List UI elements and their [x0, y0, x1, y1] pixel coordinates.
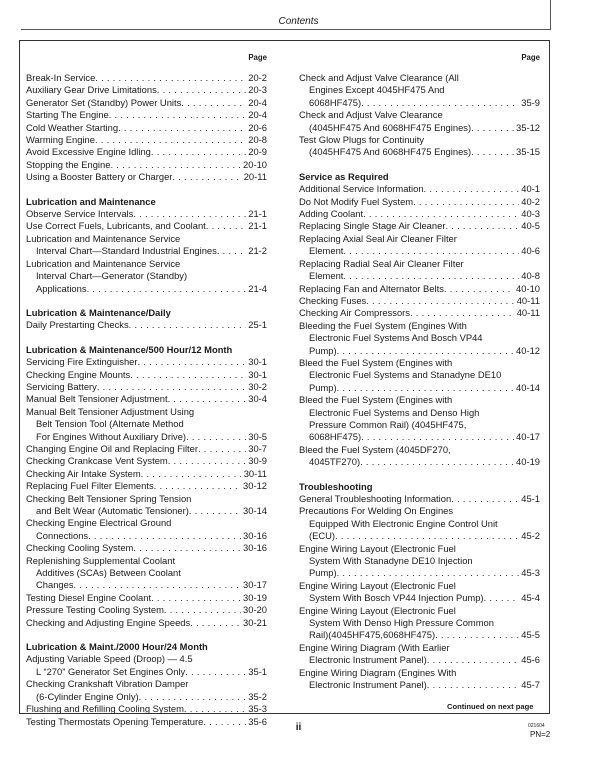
toc-entry[interactable] [26, 369, 267, 381]
toc-entry[interactable] [26, 109, 267, 121]
toc-entry-text: (4045HF475 And 6068HF475 Engines) [309, 146, 472, 158]
dot-leader [88, 530, 241, 542]
toc-page-number: 30-2 [248, 380, 267, 392]
toc-entry-line[interactable]: Electronic Fuel Systems And Bosch VP44 [309, 332, 483, 344]
dot-leader [95, 72, 246, 84]
toc-entry-text: Pump) [309, 567, 337, 579]
toc-entry-text: System With Bosch VP44 Injection Pump) [309, 592, 484, 604]
toc-page-number: 40-5 [521, 220, 540, 232]
toc-page-number: 30-7 [248, 442, 267, 454]
dot-leader [427, 654, 519, 666]
toc-entry[interactable] [26, 122, 267, 134]
toc-entry[interactable] [299, 382, 540, 394]
toc-entry-line[interactable]: Electronic Fuel Systems and Stanadyne DE10 [309, 369, 502, 381]
toc-entry-text: Servicing Fire Extinguisher [26, 356, 138, 368]
toc-page-number: 40-11 [516, 307, 540, 319]
dot-leader [74, 579, 241, 591]
toc-entry-text: and Belt Wear (Automatic Tensioner) [36, 505, 189, 516]
toc-entry[interactable] [299, 183, 540, 195]
toc-entry-text: Checking Crankcase Vent System [26, 455, 168, 467]
toc-entry-text: Warming Engine [26, 134, 95, 146]
continued-note: Continued on next page [447, 702, 534, 711]
toc-entry-line[interactable]: Test Glow Plugs for Continuity [299, 134, 425, 146]
toc-entry[interactable] [299, 220, 540, 232]
toc-entry[interactable] [26, 579, 267, 591]
toc-page-number: 35-12 [516, 121, 540, 133]
toc-entry[interactable] [26, 703, 267, 715]
dot-leader [360, 456, 514, 468]
dot-leader [190, 617, 241, 629]
toc-entry-text: Use Correct Fuels, Lubricants, and Coolant [26, 220, 206, 232]
toc-page-number: 35-9 [521, 96, 540, 108]
toc-page-number: 45-4 [521, 592, 540, 604]
toc-page-number: 40-1 [521, 183, 540, 195]
toc-entry-text: Avoid Excessive Engine Idling [26, 146, 151, 158]
toc-entry[interactable] [26, 134, 267, 146]
dot-leader [87, 283, 247, 295]
toc-page-number: 40-10 [516, 282, 540, 294]
toc-page-number: 30-11 [243, 467, 267, 479]
toc-page-number: 40-11 [516, 294, 540, 306]
dot-leader [118, 122, 246, 134]
toc-entry[interactable] [26, 319, 267, 331]
toc-entry[interactable] [26, 431, 267, 443]
toc-page-number: 35-1 [248, 665, 267, 677]
toc-entry-text: Changing Engine Oil and Replacing Filter [26, 442, 198, 454]
dot-leader [343, 245, 519, 257]
toc-entry[interactable] [299, 530, 540, 542]
dot-leader [168, 393, 247, 405]
dot-leader [185, 666, 246, 678]
toc-entry[interactable] [299, 270, 540, 282]
toc-page-number: 40-17 [516, 431, 540, 443]
toc-entry[interactable] [26, 530, 267, 542]
toc-entry-line[interactable]: Pressure Common Rail) (4045HF475, [309, 418, 467, 430]
toc-entry[interactable] [26, 455, 267, 467]
dot-leader [138, 356, 247, 368]
dot-leader [168, 455, 247, 467]
toc-entry-line[interactable]: Additives (SCAs) Between Coolant [36, 567, 181, 579]
dot-leader [186, 431, 246, 443]
toc-page-number: 30-9 [248, 455, 267, 467]
left-column [26, 52, 267, 728]
toc-entry-text: 4045TF270) [309, 456, 361, 468]
section-title: Lubrication & Maintenance/Daily [26, 306, 171, 318]
page-folio: ii [295, 722, 302, 733]
toc-entry-line[interactable]: Engine Wiring Diagram (Engines With [299, 666, 457, 678]
toc-entry[interactable] [26, 97, 267, 109]
section-title: Lubrication and Maintenance [26, 195, 156, 207]
toc-page-number: 30-19 [243, 591, 267, 603]
toc-entry[interactable] [299, 146, 540, 158]
toc-page-number: 45-7 [521, 679, 540, 691]
toc-entry[interactable] [299, 629, 540, 641]
dot-leader [424, 183, 520, 195]
toc-page-number: 30-12 [243, 480, 267, 492]
toc-entry-line[interactable]: Electronic Fuel Systems and Denso High [309, 406, 480, 418]
toc-entry-line[interactable]: Interval Chart—Generator (Standby) [36, 270, 188, 282]
dot-leader [361, 431, 514, 443]
toc-page-number: 45-2 [521, 530, 540, 542]
dot-leader [198, 443, 246, 455]
toc-entry[interactable] [299, 679, 540, 691]
toc-page-number: 30-14 [243, 505, 267, 516]
toc-entry[interactable] [299, 283, 540, 295]
toc-entry-text: Checking and Adjusting Engine Speeds [26, 616, 191, 628]
toc-entry-text: Observe Service Intervals [26, 208, 134, 220]
toc-entry-text: Additional Service Information [299, 183, 424, 195]
toc-entry-line[interactable]: System With Denso High Pressure Common [309, 617, 494, 629]
dot-leader [471, 146, 514, 158]
toc-page-number: 20-3 [248, 84, 267, 96]
toc-page-number: 35-3 [248, 703, 267, 715]
dot-leader [141, 468, 242, 480]
toc-entry-text: Checking Air Compressors [299, 307, 410, 319]
toc-entry-line[interactable]: System With Stanadyne DE10 Injection [309, 555, 473, 567]
toc-entry[interactable] [26, 505, 267, 517]
toc-entry[interactable] [26, 245, 267, 257]
dot-leader [172, 171, 241, 183]
toc-entry-text: Checking Fuses [299, 294, 367, 306]
toc-entry-line[interactable]: Checking Crankshaft Vibration Damper [26, 678, 189, 690]
toc-page-number: 45-1 [521, 493, 540, 504]
toc-page-number: 20-10 [243, 158, 267, 170]
toc-entry-line[interactable]: Replacing Axial Seal Air Cleaner Filter [299, 232, 457, 244]
toc-entry[interactable] [299, 567, 540, 579]
toc-page-number: 45-3 [521, 567, 540, 579]
toc-entry-line[interactable]: Bleed the Fuel System (4045DF270, [299, 443, 451, 455]
dot-leader [130, 369, 246, 381]
dot-leader [109, 109, 247, 121]
page-header-title: Contents [278, 16, 319, 27]
toc-entry[interactable] [299, 307, 540, 319]
toc-entry-text: Electronic Instrument Panel) [309, 654, 427, 666]
dot-leader [151, 592, 241, 604]
toc-entry-text: Rail)(4045HF475,6068HF475) [309, 629, 436, 641]
dot-leader [471, 122, 514, 134]
page-column-label: Page [248, 53, 267, 62]
dot-leader [154, 480, 241, 492]
dot-leader [445, 220, 519, 232]
toc-entry[interactable] [26, 159, 267, 171]
toc-entry[interactable] [299, 122, 540, 134]
toc-entry-line[interactable]: Checking Engine Electrical Ground [26, 517, 172, 529]
toc-entry-text: L “270” Generator Set Engines Only [36, 665, 186, 677]
dot-leader [181, 97, 246, 109]
header-rule [21, 29, 551, 30]
dot-leader [157, 84, 246, 96]
toc-entry[interactable] [26, 84, 267, 96]
toc-entry-line[interactable]: Lubrication and Maintenance Service [26, 257, 181, 269]
toc-entry-text: Testing Diesel Engine Coolant [26, 591, 152, 603]
toc-entry-text: Checking Engine Mounts [26, 368, 131, 380]
toc-page-number: 40-6 [521, 245, 540, 257]
toc-page-number: 35-6 [248, 715, 267, 727]
toc-page-number: 35-15 [516, 146, 540, 158]
dot-leader [435, 629, 519, 641]
toc-entry[interactable] [26, 468, 267, 480]
toc-entry-text: Flushing and Refilling Cooling System [26, 703, 184, 715]
toc-entry-text: Using a Booster Battery or Charger [26, 171, 173, 183]
toc-entry-text: For Engines Without Auxiliary Drive) [36, 430, 187, 442]
toc-page-number: 20-4 [248, 96, 267, 108]
toc-page-number: 30-16 [243, 529, 267, 541]
toc-entry-text: Starting The Engine [26, 109, 109, 121]
toc-entry[interactable] [299, 245, 540, 257]
toc-entry[interactable] [26, 283, 267, 295]
toc-entry-line[interactable]: Replacing Radial Seal Air Cleaner Filter [299, 257, 464, 269]
toc-entry-line[interactable]: Replenishing Supplemental Coolant [26, 554, 176, 566]
toc-entry-line[interactable]: Engine Wiring Layout (Electronic Fuel [299, 542, 456, 554]
toc-entry-line[interactable]: Precautions For Welding On Engines [299, 505, 454, 517]
dot-leader [133, 542, 241, 554]
toc-page-number: 30-4 [248, 393, 267, 405]
dot-leader [413, 196, 519, 208]
toc-entry-text: Interval Chart—Standard Industrial Engines [36, 245, 217, 257]
toc-entry-text: Manual Belt Tensioner Adjustment [26, 393, 168, 405]
toc-entry-text: Replacing Fan and Alternator Belts [299, 282, 444, 294]
dot-leader [337, 382, 514, 394]
dot-leader [164, 604, 241, 616]
dot-leader [363, 208, 519, 220]
toc-page-number: 30-21 [243, 616, 267, 628]
toc-entry-text: Generator Set (Standby) Power Units [26, 96, 182, 108]
toc-entry[interactable] [299, 345, 540, 357]
toc-entry-text: Connections [36, 529, 89, 541]
toc-page-number: 20-9 [248, 146, 267, 158]
toc-entry-line[interactable]: Bleeding the Fuel System (Engines With [299, 319, 467, 331]
toc-entry[interactable] [26, 691, 267, 703]
toc-page-number: 20-11 [243, 171, 267, 183]
toc-entry-text: Pump) [309, 381, 337, 393]
toc-entry-text: Replacing Fuel Filter Elements [26, 480, 154, 492]
dot-leader [110, 159, 241, 171]
dot-leader [184, 703, 246, 715]
dot-leader [335, 530, 519, 542]
toc-page-number: 20-8 [248, 134, 267, 146]
toc-page-number: 21-1 [248, 208, 267, 220]
dot-leader [95, 134, 246, 146]
toc-page-number: 25-1 [248, 319, 267, 331]
page-column-label: Page [521, 53, 540, 62]
toc-entry[interactable] [26, 617, 267, 629]
dot-leader [139, 691, 247, 703]
toc-entry-line[interactable]: Check and Adjust Valve Clearance (All [299, 72, 459, 83]
toc-entry-line[interactable]: Engines Except 4045HF475 And [309, 84, 445, 96]
toc-entry-text: Auxiliary Gear Drive Limitations [26, 84, 157, 96]
toc-entry[interactable] [26, 381, 267, 393]
dot-leader [451, 493, 519, 505]
toc-page-number: 35-2 [248, 690, 267, 702]
toc-entry-line[interactable]: Engine Wiring Layout (Electronic Fuel [299, 604, 456, 616]
dot-leader [366, 295, 515, 307]
dot-leader [97, 381, 246, 393]
toc-entry-line[interactable]: Manual Belt Tensioner Adjustment Using [26, 405, 195, 417]
toc-entry-text: Testing Thermostats Opening Temperature [26, 715, 204, 727]
toc-entry[interactable] [26, 146, 267, 158]
toc-entry-text: Electronic Instrument Panel) [309, 679, 427, 691]
section-title: Troubleshooting [299, 480, 373, 492]
toc-entry-text: Do Not Modify Fuel System [299, 195, 414, 207]
toc-entry[interactable] [26, 208, 267, 220]
toc-page-number: 30-17 [243, 579, 267, 591]
toc-entry-text: (ECU) [309, 530, 336, 542]
toc-page-number: 40-14 [516, 381, 540, 393]
toc-entry[interactable] [26, 356, 267, 368]
toc-entry-text: Daily Prestarting Checks [26, 319, 129, 331]
toc-entry[interactable] [299, 97, 540, 109]
toc-entry[interactable] [299, 196, 540, 208]
toc-entry-text: Break-In Service [26, 72, 96, 83]
toc-entry-text: Checking Cooling System [26, 542, 134, 554]
toc-entry-text: Servicing Battery [26, 380, 97, 392]
toc-entry[interactable] [26, 604, 267, 616]
toc-page-number: 45-5 [521, 629, 540, 641]
toc-entry-line[interactable]: Belt Tension Tool (Alternate Method [36, 418, 184, 430]
toc-page-number: 21-4 [248, 282, 267, 294]
dot-leader [427, 679, 519, 691]
toc-entry[interactable] [299, 493, 540, 505]
dot-leader [337, 345, 514, 357]
toc-entry[interactable] [299, 456, 540, 468]
toc-entry[interactable] [299, 431, 540, 443]
toc-entry[interactable] [26, 480, 267, 492]
toc-entry-text: Stopping the Engine [26, 158, 111, 170]
toc-entry-text: Replacing Single Stage Air Cleaner [299, 220, 446, 232]
dot-leader [217, 245, 246, 257]
toc-page-number: 40-12 [516, 344, 540, 356]
toc-entry-text: General Troubleshooting Information [299, 493, 452, 504]
toc-page-number: 40-19 [516, 456, 540, 468]
dot-leader [189, 505, 241, 517]
toc-page-number: 20-2 [248, 72, 267, 83]
toc-entry-text: Checking Air Intake System [26, 467, 141, 479]
toc-page-number: 30-16 [243, 542, 267, 554]
dot-leader [206, 220, 246, 232]
toc-page-number: 40-8 [521, 270, 540, 282]
toc-entry[interactable] [26, 666, 267, 678]
dot-leader [410, 307, 515, 319]
toc-entry-line[interactable]: Engine Wiring Layout (Electronic Fuel [299, 579, 456, 591]
toc-entry-text: Element [309, 245, 344, 257]
toc-entry-text: Pump) [309, 344, 337, 356]
dot-leader [361, 97, 519, 109]
toc-entry-text: (6-Cylinder Engine Only) [36, 690, 139, 702]
toc-entry[interactable] [299, 592, 540, 604]
toc-entry[interactable] [26, 393, 267, 405]
toc-entry[interactable] [26, 443, 267, 455]
page-number: PN=2 [530, 730, 551, 739]
dot-leader [444, 283, 514, 295]
section-title: Lubrication & Maint./2000 Hour/24 Month [26, 641, 208, 653]
toc-entry-text: Element [309, 270, 344, 282]
toc-entry[interactable] [26, 171, 267, 183]
toc-entry-line[interactable]: Lubrication and Maintenance Service [26, 232, 181, 244]
toc-entry[interactable] [26, 592, 267, 604]
toc-page-number: 40-2 [521, 195, 540, 207]
section-title: Lubrication & Maintenance/500 Hour/12 Month [26, 343, 233, 355]
toc-page-number: 30-5 [248, 430, 267, 442]
toc-entry-text: 6068HF475) [309, 96, 362, 108]
toc-entry[interactable] [26, 542, 267, 554]
toc-entry-line[interactable]: Equipped With Electronic Engine Control Unit [309, 517, 498, 529]
dot-leader [343, 270, 519, 282]
toc-entry-text: Applications [36, 282, 87, 294]
toc-entry-line[interactable]: Check and Adjust Valve Clearance [299, 109, 443, 121]
toc-entry-line[interactable]: Bleed the Fuel System (Engines with [299, 394, 453, 406]
dot-leader [484, 592, 520, 604]
toc-entry-line[interactable]: Adjusting Variable Speed (Droop) — 4.5 [26, 653, 193, 665]
toc-entry[interactable] [299, 654, 540, 666]
section-title: Service as Required [299, 170, 389, 182]
toc-entry[interactable] [299, 295, 540, 307]
toc-page-number: 30-20 [243, 604, 267, 616]
toc-page-number: 40-3 [521, 208, 540, 220]
toc-entry-line[interactable]: Bleed the Fuel System (Engines with [299, 356, 453, 368]
dot-leader [337, 567, 520, 579]
toc-entry-line[interactable]: Engine Wiring Diagram (With Earlier [299, 641, 450, 653]
right-column [299, 52, 540, 692]
dot-leader [129, 319, 247, 331]
toc-page-number: 21-1 [248, 220, 267, 232]
toc-entry-text: Cold Weather Starting [26, 121, 119, 133]
toc-entry[interactable] [26, 220, 267, 232]
toc-page-number: 45-6 [521, 654, 540, 666]
toc-page-number: 30-1 [248, 368, 267, 380]
toc-entry-text: Adding Coolant [299, 208, 364, 220]
toc-page-number: 20-6 [248, 121, 267, 133]
toc-entry-line[interactable]: Checking Belt Tensioner Spring Tension [26, 492, 192, 504]
toc-page-number: 21-2 [248, 245, 267, 257]
toc-entry-text: Pressure Testing Cooling System [26, 604, 164, 616]
document-code: 021604 [528, 723, 545, 729]
toc-entry[interactable] [26, 72, 267, 84]
toc-entry-text: (4045HF475 And 6068HF475 Engines) [309, 121, 472, 133]
toc-entry-text: Changes [36, 579, 74, 591]
dot-leader [151, 146, 246, 158]
toc-page-number: 30-1 [248, 356, 267, 368]
toc-page-number: 20-4 [248, 109, 267, 121]
dot-leader [133, 208, 246, 220]
toc-entry[interactable] [299, 208, 540, 220]
toc-entry-text: 6068HF475) [309, 431, 362, 443]
